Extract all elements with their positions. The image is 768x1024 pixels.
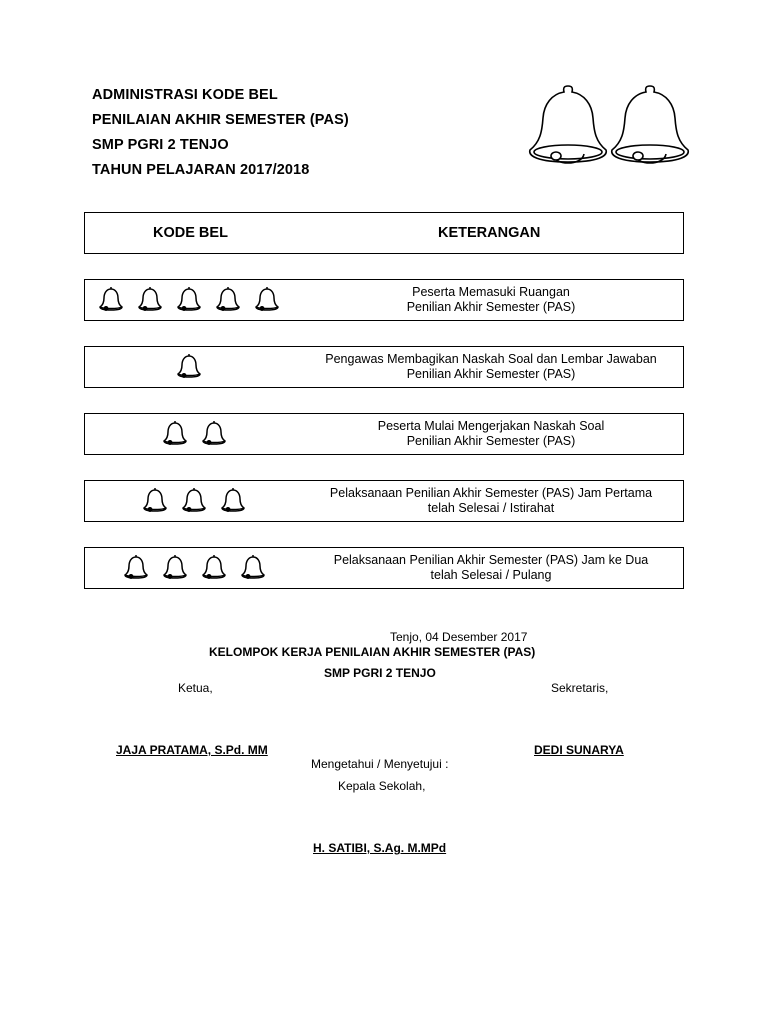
double-bell-icon — [524, 84, 698, 174]
description-line: telah Selesai / Istirahat — [427, 501, 555, 515]
table-row — [84, 346, 684, 388]
description-line: Peserta Mulai Mengerjakan Naskah Soal — [377, 419, 605, 433]
bell-icon — [142, 487, 168, 515]
row-description — [305, 419, 677, 449]
ketua-name: JAJA PRATAMA, S.Pd. MM — [116, 743, 268, 757]
row-description — [305, 285, 677, 315]
bell-icon — [162, 420, 188, 448]
bell-icon — [240, 554, 266, 582]
ketua-label: Ketua, — [178, 681, 213, 695]
approval-label: Mengetahui / Menyetujui : — [311, 757, 449, 771]
description-line: Penilian Akhir Semester (PAS) — [406, 367, 576, 381]
table-row — [84, 480, 684, 522]
description-line: Peserta Memasuki Ruangan — [412, 285, 570, 299]
bell-icon — [215, 286, 241, 314]
bell-icon — [137, 286, 163, 314]
table-header — [84, 212, 684, 254]
bell-code — [162, 414, 227, 454]
description-line: Pelaksanaan Penilian Akhir Semester (PAS) Jam ke Dua — [333, 553, 649, 567]
bell-icon — [201, 420, 227, 448]
kepala-label: Kepala Sekolah, — [338, 779, 426, 793]
description-line: Penilian Akhir Semester (PAS) — [406, 434, 576, 448]
bell-icon — [254, 286, 280, 314]
bell-icon — [176, 286, 202, 314]
bell-icon — [201, 554, 227, 582]
bell-icon — [220, 487, 246, 515]
table-row — [84, 279, 684, 321]
bell-icon — [176, 353, 202, 381]
column-header-keterangan: KETERANGAN — [438, 225, 541, 241]
bell-icon — [123, 554, 149, 582]
description-line: Penilian Akhir Semester (PAS) — [406, 300, 576, 314]
bell-code — [176, 347, 202, 387]
bell-icon — [181, 487, 207, 515]
bell-code — [98, 280, 280, 320]
sekretaris-name: DEDI SUNARYA — [534, 743, 624, 757]
table-row — [84, 547, 684, 589]
academic-year: TAHUN PELAJARAN 2017/2018 — [92, 162, 310, 178]
bell-code — [142, 481, 246, 521]
bell-icon — [162, 554, 188, 582]
place-date: Tenjo, 04 Desember 2017 — [390, 630, 528, 644]
description-line: Pengawas Membagikan Naskah Soal dan Lembar Jawaban — [325, 352, 657, 366]
table-row — [84, 413, 684, 455]
bell-code — [123, 548, 266, 588]
column-header-kode-bel: KODE BEL — [153, 225, 228, 241]
sekretaris-label: Sekretaris, — [551, 681, 609, 695]
kepala-name: H. SATIBI, S.Ag. M.MPd — [313, 841, 447, 855]
school-name: SMP PGRI 2 TENJO — [92, 137, 229, 153]
doc-title: ADMINISTRASI KODE BEL — [92, 87, 278, 103]
row-description — [305, 553, 677, 583]
row-description — [305, 486, 677, 516]
bell-icon — [98, 286, 124, 314]
description-line: telah Selesai / Pulang — [430, 568, 552, 582]
school-signature-name: SMP PGRI 2 TENJO — [324, 666, 436, 680]
doc-subtitle: PENILAIAN AKHIR SEMESTER (PAS) — [92, 112, 349, 128]
description-line: Pelaksanaan Penilian Akhir Semester (PAS) Jam Pertama — [329, 486, 653, 500]
org-name: KELOMPOK KERJA PENILAIAN AKHIR SEMESTER (PAS) — [209, 645, 536, 659]
row-description — [305, 352, 677, 382]
